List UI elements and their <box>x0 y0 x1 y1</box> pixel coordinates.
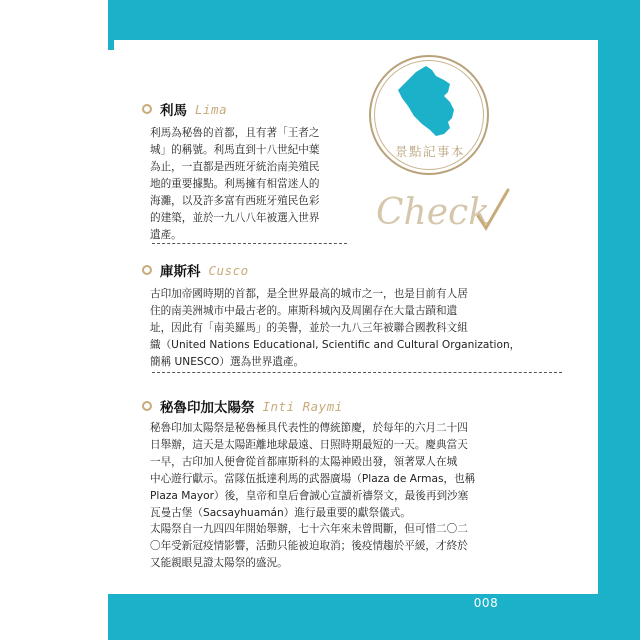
section-heading-cusco <box>142 258 249 282</box>
text-line: 海灘，以及許多富有西班牙殖民色彩 <box>150 195 320 207</box>
bullet-circle-icon <box>142 104 152 114</box>
text-line: 為止，一直都是西班牙統治南美殖民 <box>150 161 320 173</box>
bullet-circle-icon <box>142 401 152 411</box>
top-frame-bar <box>108 0 640 40</box>
text-line: 太陽祭自一九四四年開始舉辦，七十六年來未曾間斷，但可惜二〇二 <box>150 523 468 535</box>
peru-map-icon <box>392 62 462 142</box>
section-heading-lima <box>142 97 227 121</box>
section-heading-inti-raymi <box>142 394 343 418</box>
page-number: 008 <box>473 596 499 610</box>
text-line: 中心遊行獻示。當隊伍抵達利馬的武器廣場（Plaza de Armas，也稱 <box>150 473 476 485</box>
text-line: 遺產。 <box>150 229 182 241</box>
text-line: 城」的稱號。利馬直到十八世紀中葉 <box>150 144 320 156</box>
bullet-circle-icon <box>142 265 152 275</box>
section-title-zh: 秘魯印加太陽祭 <box>160 400 255 416</box>
section-divider <box>152 243 347 244</box>
section-title-en: Lima <box>195 101 228 117</box>
text-line: 的建築，並於一九八八年被選入世界 <box>150 212 320 224</box>
text-line: 〇年受新冠疫情影響，活動只能被迫取消；後疫情趨於平緩，才終於 <box>150 540 468 552</box>
text-line: 簡稱 UNESCO）選為世界遺產。 <box>150 356 305 368</box>
section-paragraph <box>150 286 570 371</box>
section-title-zh: 庫斯科 <box>160 264 201 280</box>
text-line: 瓦曼古堡（Sacsayhuamán）進行最重要的獻祭儀式。 <box>150 507 411 519</box>
section-paragraph <box>150 420 570 522</box>
text-line: 又能親眼見證太陽祭的盛況。 <box>150 557 288 569</box>
check-word-text: Check <box>376 192 491 233</box>
section-paragraph <box>150 125 365 244</box>
text-line: 織（United Nations Educational, Scientific and Cultural Organization， <box>150 339 521 351</box>
frame-corner-tick <box>108 40 114 50</box>
stamp-label: 景點記事本 <box>394 144 465 159</box>
text-line: 日舉辦，這天是太陽距離地球最遠、日照時期最短的一天。慶典當天 <box>150 439 468 451</box>
check-script-logo <box>372 180 512 240</box>
text-line: 古印加帝國時期的首都，是全世界最高的城市之一，也是目前有人居 <box>150 288 468 300</box>
section-divider <box>152 372 562 373</box>
section-title-en: Cusco <box>208 262 249 278</box>
text-line: 秘魯印加太陽祭是秘魯極具代表性的傳統節慶，於每年的六月二十四 <box>150 422 468 434</box>
right-frame-bar <box>598 0 640 640</box>
section-title-en: Inti Raymi <box>262 398 343 414</box>
text-line: 一早，古印加人便會從首都庫斯科的太陽神殿出發，領著眾人在城 <box>150 456 458 468</box>
bottom-frame-bar <box>108 594 640 640</box>
text-line: Plaza Mayor）後，皇帝和皇后會誠心宣讀祈禱祭文，最後再到沙塞 <box>150 490 469 502</box>
text-line: 利馬為秘魯的首都，且有著「王者之 <box>150 127 320 139</box>
section-paragraph <box>150 521 570 572</box>
text-line: 址，因此有「南美羅馬」的美譽，並於一九八三年被聯合國教科文組 <box>150 322 468 334</box>
text-line: 住的南美洲城市中最古老的。庫斯科城內及周圍存在大量古蹟和遺 <box>150 305 458 317</box>
text-line: 地的重要據點。利馬擁有相當迷人的 <box>150 178 320 190</box>
section-title-zh: 利馬 <box>160 103 187 119</box>
